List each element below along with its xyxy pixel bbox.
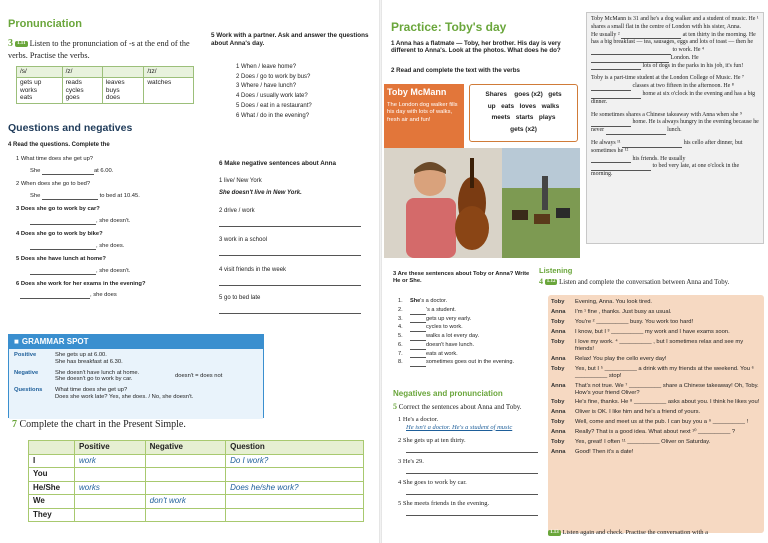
answer-blank[interactable] [219,250,361,256]
toby-name: Toby McMann [387,87,447,97]
grammar-negative-row: Negative She doesn't have lunch at home. She doesn't go to work by car. doesn't = does not [14,369,223,383]
list-item: 5 She meets friends in the evening. [398,500,546,521]
table-row: We don't work [29,495,364,509]
grammar-spot-box [8,334,264,418]
audio-track-badge[interactable]: 1.12 [546,279,556,285]
list-item: 4. cycles to work. [398,324,463,331]
list-item: 3. gets up very early. [398,315,472,322]
ex5-list [236,63,312,121]
audio-track-badge[interactable]: 1.11 [17,41,26,46]
dialogue-line: Toby Yes, but I ⁵ __________ a drink with my friends at the weekend. You ⁶ __________ stop! [551,365,754,379]
dialogue-line: Toby You're ² __________ busy. You work too hard! [551,318,694,325]
table-row: You [29,468,364,482]
listening-instruction: 4 1.12 Listen and complete the conversation between Anna and Toby. [539,277,730,286]
list-item: 4 visit friends in the week [219,267,369,295]
ex5-title: 5 Work with a partner. Ask and answer the questions about Anna's day. [211,32,369,47]
grammar-positive-row: Positive She gets up at 6.00. She has breakfast at 6.30. [14,351,123,365]
dialogue-line: Toby Evening, Anna. You look tired. [551,299,653,305]
present-simple-chart [28,440,364,522]
list-item: 1. She's a doctor. [398,298,448,304]
ex4-title: 4 Read the questions. Complete the [8,142,110,148]
question-item: 5 Does she have lunch at home? , she doesn't. [16,255,131,274]
ex6-items [219,178,369,314]
practice-ex2: 2 Read and complete the text with the verbs [391,67,520,74]
answer-blank[interactable] [30,244,96,250]
reading-paragraph: Toby McMann is 31 and he's a dog walker and a student of music. He ¹ shares a small flat in the centre of London with his sister, Anna. He usually ² at ten thirty in the morning. He has a big breakfast — tea, sausages, eggs and lots of toast — then he to work. He ⁴ London. He lots of dogs in the parks in his job, it's fun! [591,16,759,69]
ex3-list [398,297,514,367]
list-item: 4 Does / usually work late? [236,93,308,100]
table-header: Positive [75,441,146,455]
page-gutter [379,0,382,543]
practice-title: Practice: Toby's day [391,20,507,34]
dialogue-line: Anna That's not true. We ⁷ __________ share a Chinese takeaway! Oh, Toby. How's your friend Oliver? [551,382,759,396]
list-item: 8. sometimes goes out in the evening. [398,359,514,366]
list-item: 2 Does / go to work by bus? [236,73,311,80]
pronunciation-heading: Pronunciation [8,18,82,30]
list-item: 4 She goes to work by car. [398,479,546,500]
question-item: 4 Does she go to work by bike? , she does. [16,230,125,249]
table-header [29,441,75,455]
table-cell: leaves buys does [102,77,143,103]
grammar-spot-title: ■ GRAMMAR SPOT [9,335,263,349]
answer-blank[interactable] [20,293,90,299]
audio-track-badge[interactable]: 1.13 [550,529,559,535]
reading-paragraph: Toby is a part-time student at the London College of Music. He ⁷ classes at two fifteen in the afternoon. He ⁸ home at six o'clock in the evening and has a big dinner. [591,75,756,105]
list-item: 3 Where / have lunch? [236,83,297,90]
answer-blank[interactable] [219,308,361,314]
ex4-questions [16,156,201,305]
ex7-heading: 7 Complete the chart in the Present Simple. [12,419,186,430]
table-cell: reads cycles goes [62,77,102,103]
ex6-title: 6 Make negative sentences about Anna [219,160,336,167]
pronunciation-instruction [8,38,196,61]
answer-blank[interactable] [219,221,361,227]
list-item: 5. walks a lot every day. [398,333,480,340]
listen-again-footer: 1.13 Listen again and check. Practise the conversation with a [550,529,709,536]
dialogue-line: Toby He's fine, thanks. He ⁸ __________ asks about you. I think he likes you! [551,399,760,406]
table-row: I work Do I work? [29,454,364,468]
table-row: They [29,508,364,522]
reading-text [586,12,764,244]
dialogue-line: Anna Oliver is OK. I like him and he's a friend of yours. [551,409,701,416]
toby-caption-box [384,84,464,148]
table-header: /z/ [62,67,102,78]
dialogue-line: Anna Good! Then it's a date! [551,449,634,456]
answer-blank[interactable] [30,269,96,275]
table-header: Question [226,441,364,455]
dialogue-line: Toby Well, come and meet us at the pub. I can buy you a ⁹ __________ ! [551,419,749,426]
exercise-number: 3 [8,38,13,49]
answer-blank[interactable] [42,194,98,200]
dialogue-box [548,295,764,533]
ex3-title: 3 Are these sentences about Toby or Anna? Write He or She. [393,271,530,284]
table-cell: gets up works eats [17,77,63,103]
dialogue-line: Anna I know, but I ³ __________ my work and I have exams soon. [551,328,730,335]
list-item: 6 What / do in the evening? [236,112,310,119]
table-header: /ɪz/ [144,67,194,78]
list-item: 3 He's 29. [398,458,546,479]
reading-paragraph: He always ¹¹ his cello after dinner, but sometimes he ¹² his friends. He usually to bed very late, at one o'clock in the morning. [591,139,743,178]
list-item: 1 live/ New York She doesn't live in New York. [219,178,302,197]
dialogue-line: Anna I'm ¹ fine , thanks. Just busy as usual. [551,308,672,315]
table-cell: watches [144,77,194,103]
answer-blank[interactable] [219,280,361,286]
dialogue-line: Toby I love my work. ⁴ __________ , but I sometimes relax and see my friends! [551,338,744,352]
listening-heading: Listening [539,266,573,275]
grammar-questions-row: Questions What time does she get up? Does she work late? Yes, she does. / No, she doesn't. [14,387,194,401]
list-item: 7. eats at work. [398,350,458,357]
neg-pron-items [398,416,546,521]
question-item: 6 Does she work for her exams in the evening? , she does [16,280,146,299]
answer-blank[interactable] [30,219,96,225]
dialogue-line: Anna Really? That is a good idea. What about next ¹⁰ __________ ? [551,429,736,436]
question-item: 1 What time does she get up? She at 6.00. [16,156,114,174]
photo-collage [384,148,580,258]
dialogue-line: Anna Relax! You play the cello every day! [551,355,667,362]
list-item: 5 go to bed late [219,295,369,314]
reading-paragraph: He sometimes shares a Chinese takeaway with Anna when she ⁹ home. He is always hungry in the evening because he never lunch. [591,111,759,134]
list-item: 2 She gets up at ten thirty. [398,437,546,458]
list-item: 1 When / leave home? [236,64,297,70]
dialogue-line: Toby Yes, great! I often ¹¹ __________ Oliver on Saturday. [551,439,711,446]
pronunciation-table [16,66,194,104]
table-header: /s/ [17,67,63,78]
table-header: Negative [145,441,225,455]
table-header [102,67,143,78]
list-item: 3 work in a school [219,237,369,267]
answer-blank[interactable] [42,169,94,175]
question-item: 3 Does she go to work by car? , she doesn't. [16,205,131,224]
questions-negatives-heading: Questions and negatives [8,122,133,134]
list-item: 5 Does / eat in a restaurant? [236,102,312,109]
toby-caption: The London dog walker fills his day with lots of walks, fresh air and fun! [387,101,458,123]
toby-photo [384,148,580,258]
practice-ex1: 1 Anna has a flatmate — Toby, her brother. His day is very different to Anna's. Look at the photos. What does he do? [391,40,561,55]
verb-box: Shares goes (x2) gets up eats loves walks meets starts plays gets (x2) [469,84,578,142]
question-item: 2 When does she go to bed? She to bed at 10.45. [16,180,140,199]
list-item: 6. doesn't have lunch. [398,341,475,348]
neg-pron-instruction: 5 Correct the sentences about Anna and Toby. [393,402,522,411]
table-row: He/She works Does he/she work? [29,481,364,495]
negatives-heading: Negatives and pronunciation [393,389,503,398]
list-item: 1 He's a doctor. He isn't a doctor. He's a student of music [398,416,513,431]
instruction-text: Listen to the pronunciation of -s at the end of the verbs. Practise the verbs. [8,39,190,60]
list-item: 2. 's a student. [398,306,456,313]
list-item: 2 drive / work [219,208,369,237]
